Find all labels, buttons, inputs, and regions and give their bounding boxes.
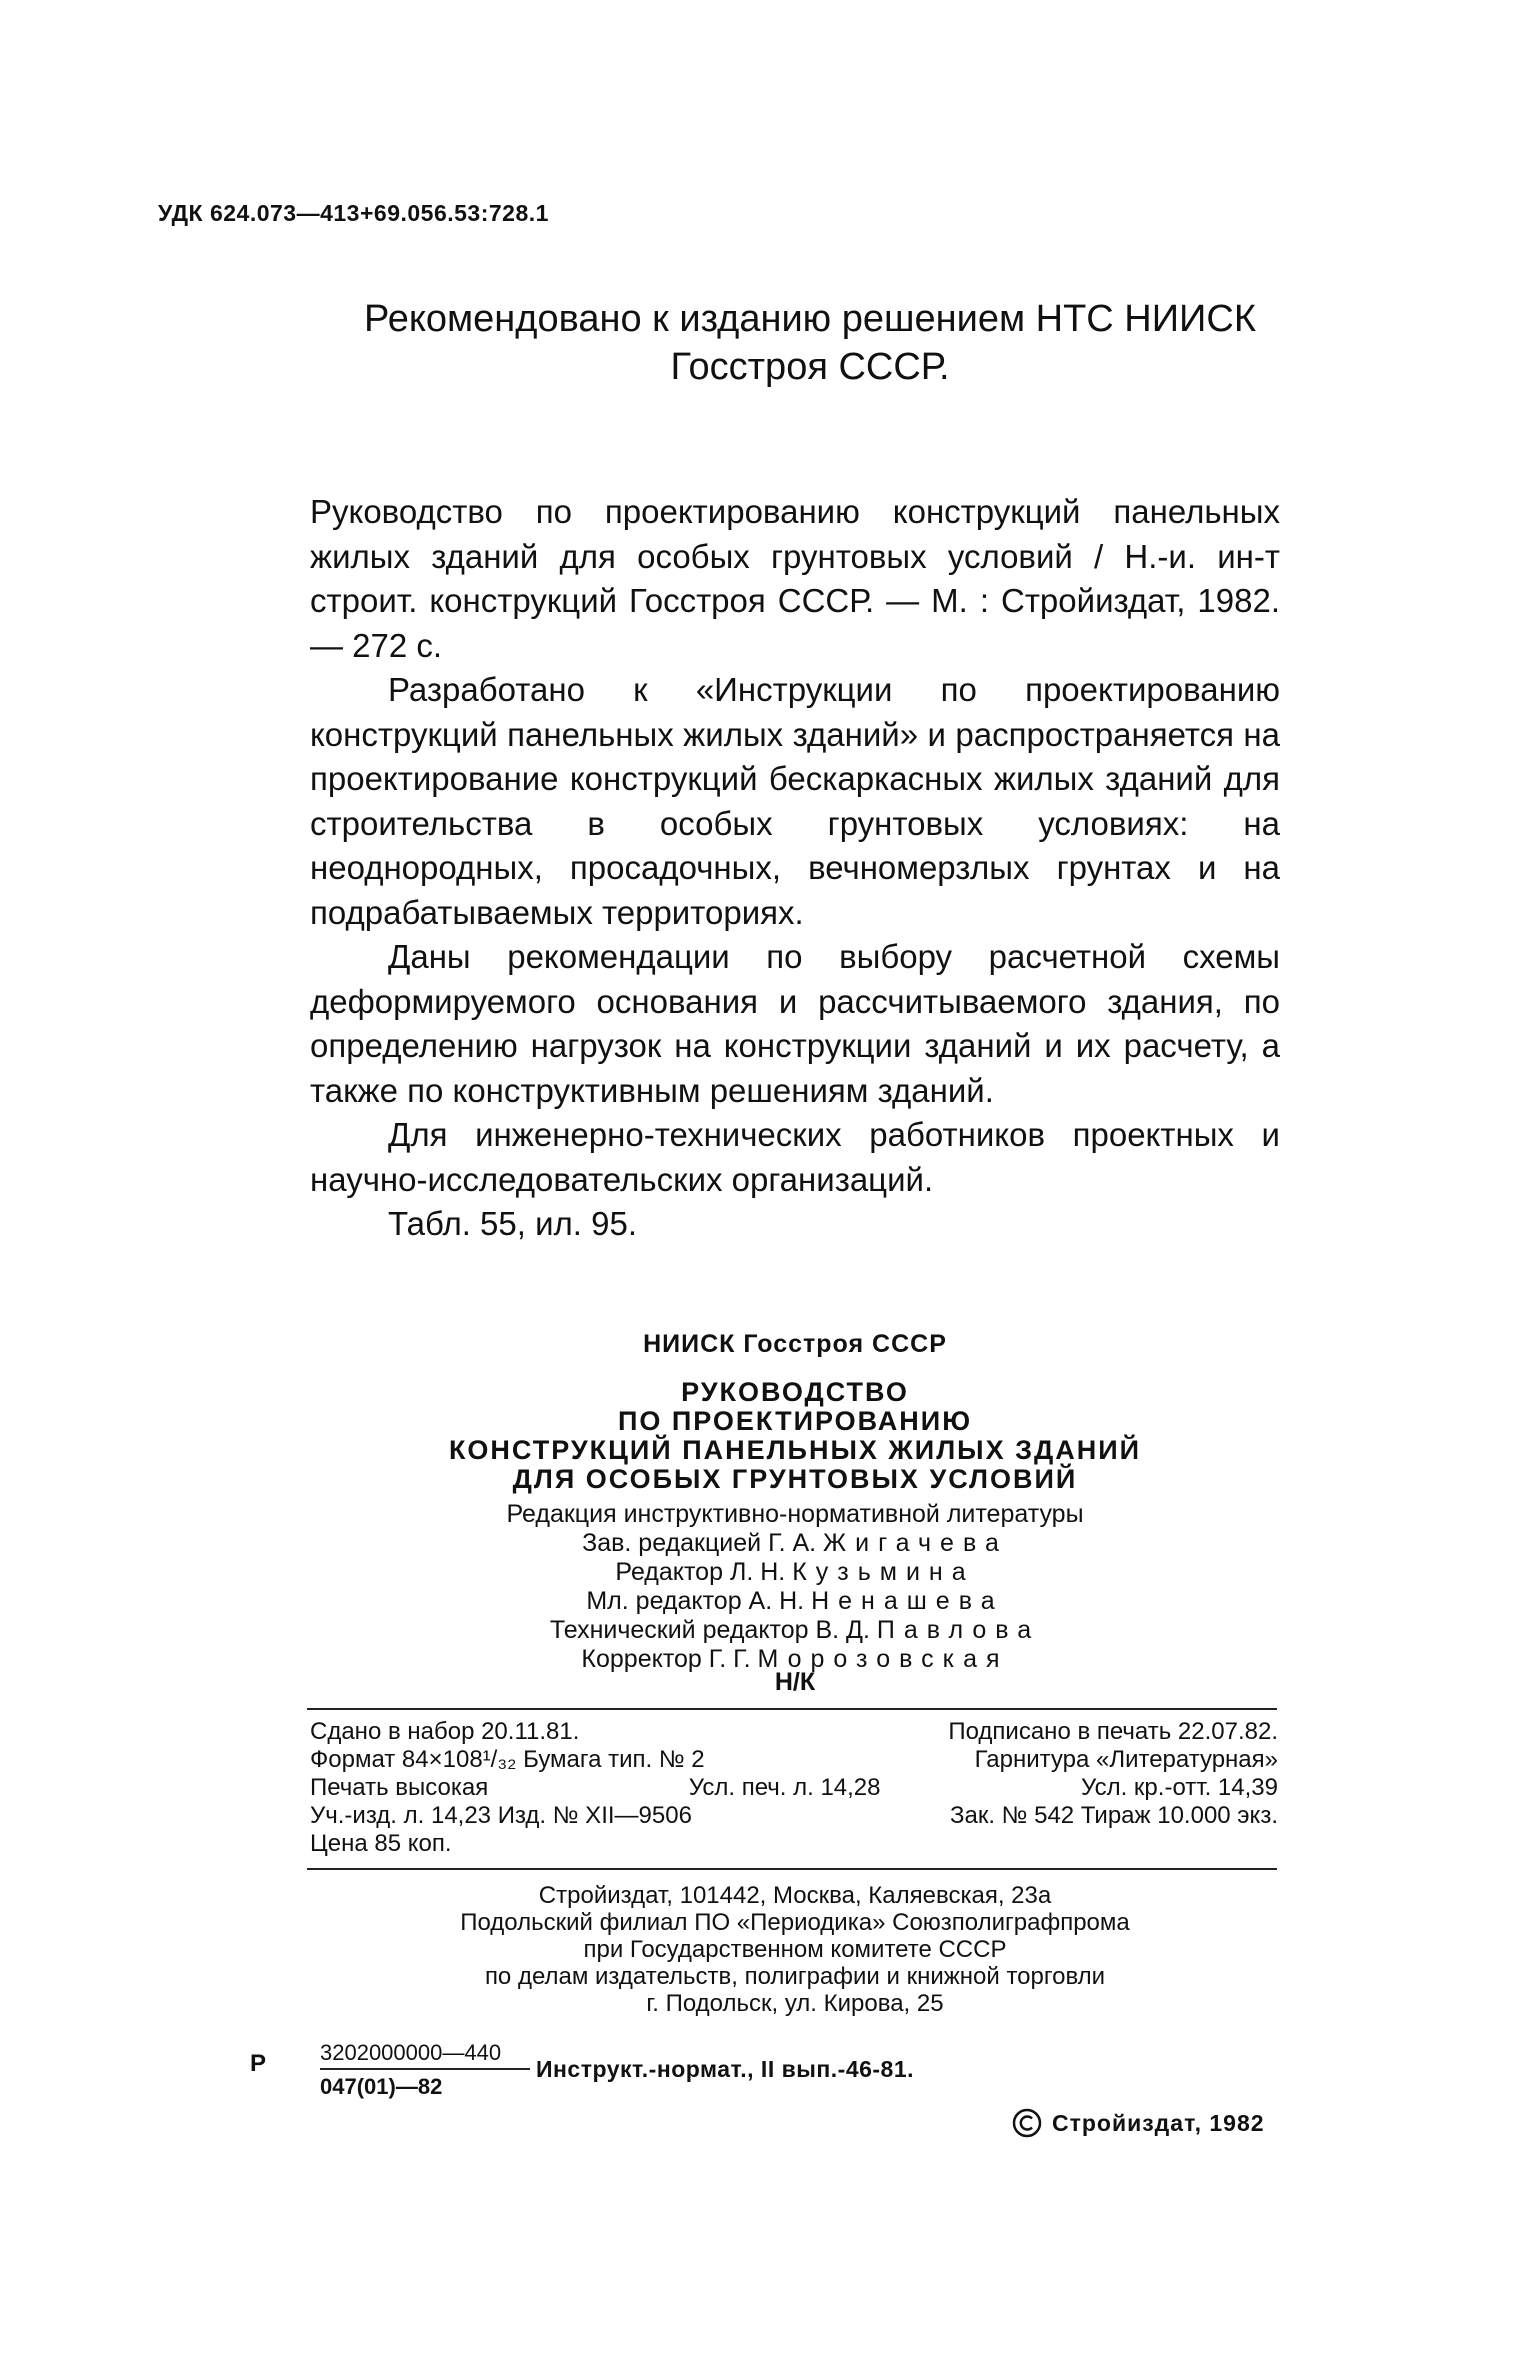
catalog-code <box>320 2040 530 2100</box>
abstract-paragraph-1: Разработано к «Инструкции по проектированию конструкций панельных жилых зданий» и распространяется на проектирование конструкций бескаркасных жилых зданий для строительства в особых грунтовых условиях: на неоднородных, просадочных, вечномерзлых грунтах и на подрабатываемых территориях. <box>310 671 1280 931</box>
book-title-line-3: КОНСТРУКЦИЙ ПАНЕЛЬНЫХ ЖИЛЫХ ЗДАНИЙ <box>448 1435 1142 1465</box>
bibliographic-entry <box>310 490 1280 668</box>
recommendation-line-2: Госстроя СССР. <box>670 346 950 388</box>
imprint-organization: НИИСК Госстроя СССР <box>643 1330 947 1358</box>
catalog-code-numerator: 3202000000—440 <box>320 2040 530 2070</box>
staff-role: Технический редактор В. Д. <box>549 1616 870 1644</box>
typeset-date: Сдано в набор 20.11.81. <box>310 1718 580 1745</box>
color-impressions: Усл. кр.-отт. 14,39 <box>1080 1774 1278 1801</box>
staff-role: Корректор Г. Г. <box>581 1645 751 1673</box>
publisher-line: Подольский филиал ПО «Периодика» Союзполиграфпрома <box>460 1909 1130 1936</box>
tech-row <box>310 1774 1278 1802</box>
book-title-line-2: ПО ПРОЕКТИРОВАНИЮ <box>617 1406 973 1436</box>
catalog-code-denominator: 047(01)—82 <box>320 2074 443 2099</box>
publisher-line: по делам издательств, полиграфии и книжной торговли <box>484 1963 1106 1990</box>
editorial-staff <box>300 1500 1290 1674</box>
recommendation-note <box>310 295 1310 391</box>
staff-row <box>300 1558 1290 1587</box>
tech-row <box>310 1830 1278 1858</box>
recommendation-line-1: Рекомендовано к изданию решением НТС НИИСК <box>364 298 1256 340</box>
publisher-sheets: Уч.-изд. л. 14,23 Изд. № XII—9506 <box>310 1802 692 1829</box>
staff-row <box>300 1529 1290 1558</box>
staff-name: Морозовская <box>757 1645 1009 1673</box>
divider-bottom <box>307 1868 1277 1870</box>
publisher-line: при Государственном комитете СССР <box>583 1936 1007 1963</box>
print-method: Печать высокая <box>310 1774 489 1801</box>
bibliographic-text: по проектированию конструкций панельных жилых зданий для особых грунтовых условий / Н.-и. ин-т строит. конструкций Госстроя СССР. — М. : Стройиздат, 1982. — 272 с. <box>310 493 1280 664</box>
price: Цена 85 коп. <box>310 1830 452 1857</box>
staff-name: Павлова <box>876 1616 1041 1644</box>
copyright-icon <box>1012 2108 1042 2138</box>
printed-sheets: Усл. печ. л. 14,28 <box>688 1774 881 1801</box>
abstract-paragraph-2: Даны рекомендации по выбору расчетной схемы деформируемого основания и рассчитываемого здания, по определению нагрузок на конструкции зданий и их расчету, а также по конструктивным решениям зданий. <box>310 938 1280 1109</box>
abstract-paragraph-3: Для инженерно-технических работников проектных и научно-исследовательских организаций. <box>310 1116 1280 1198</box>
book-title-line-4: ДЛЯ ОСОБЫХ ГРУНТОВЫХ УСЛОВИЙ <box>512 1464 1078 1494</box>
print-signed-date: Подписано в печать 22.07.82. <box>948 1718 1278 1745</box>
divider-top <box>307 1708 1277 1710</box>
copyright-text: Стройиздат, 1982 <box>1052 2109 1265 2136</box>
staff-row <box>300 1616 1290 1645</box>
technical-details <box>310 1718 1278 1858</box>
publisher-line: Стройиздат, 101442, Москва, Каляевская, 23а <box>538 1882 1052 1909</box>
nk-mark: Н/К <box>774 1668 816 1696</box>
editorial-office: Редакция инструктивно-нормативной литературы <box>506 1500 1084 1528</box>
catalog-letter: Р <box>250 2050 267 2077</box>
staff-role: Редактор Л. Н. <box>615 1558 786 1586</box>
tech-row <box>310 1718 1278 1746</box>
publisher-line: г. Подольск, ул. Кирова, 25 <box>646 1990 944 2017</box>
publisher-info <box>300 1882 1290 2017</box>
format-paper: Формат 84×108¹/₃₂ Бумага тип. № 2 <box>310 1746 705 1773</box>
catalog-series: Инструкт.-нормат., II вып.-46-81. <box>536 2056 915 2082</box>
staff-name: Жигачева <box>823 1529 1008 1557</box>
abstract-paragraph-4: Табл. 55, ил. 95. <box>388 1205 637 1242</box>
staff-role: Зав. редакцией Г. А. <box>582 1529 817 1557</box>
tech-row <box>310 1746 1278 1774</box>
udk-code: УДК 624.073—413+69.056.53:728.1 <box>158 200 549 226</box>
staff-role: Мл. редактор А. Н. <box>586 1587 805 1615</box>
staff-row <box>300 1587 1290 1616</box>
typeface: Гарнитура «Литературная» <box>974 1746 1278 1773</box>
bibliographic-title-word: Руководство <box>310 493 503 530</box>
order-print-run: Зак. № 542 Тираж 10.000 экз. <box>950 1802 1278 1829</box>
book-title <box>300 1378 1290 1494</box>
tech-row <box>310 1802 1278 1830</box>
copyright-line <box>1012 2108 1265 2138</box>
book-title-line-1: РУКОВОДСТВО <box>681 1377 909 1407</box>
staff-name: Кузьмина <box>792 1558 975 1586</box>
annotation-block <box>310 490 1280 1247</box>
staff-name: Ненашева <box>811 1587 1004 1615</box>
